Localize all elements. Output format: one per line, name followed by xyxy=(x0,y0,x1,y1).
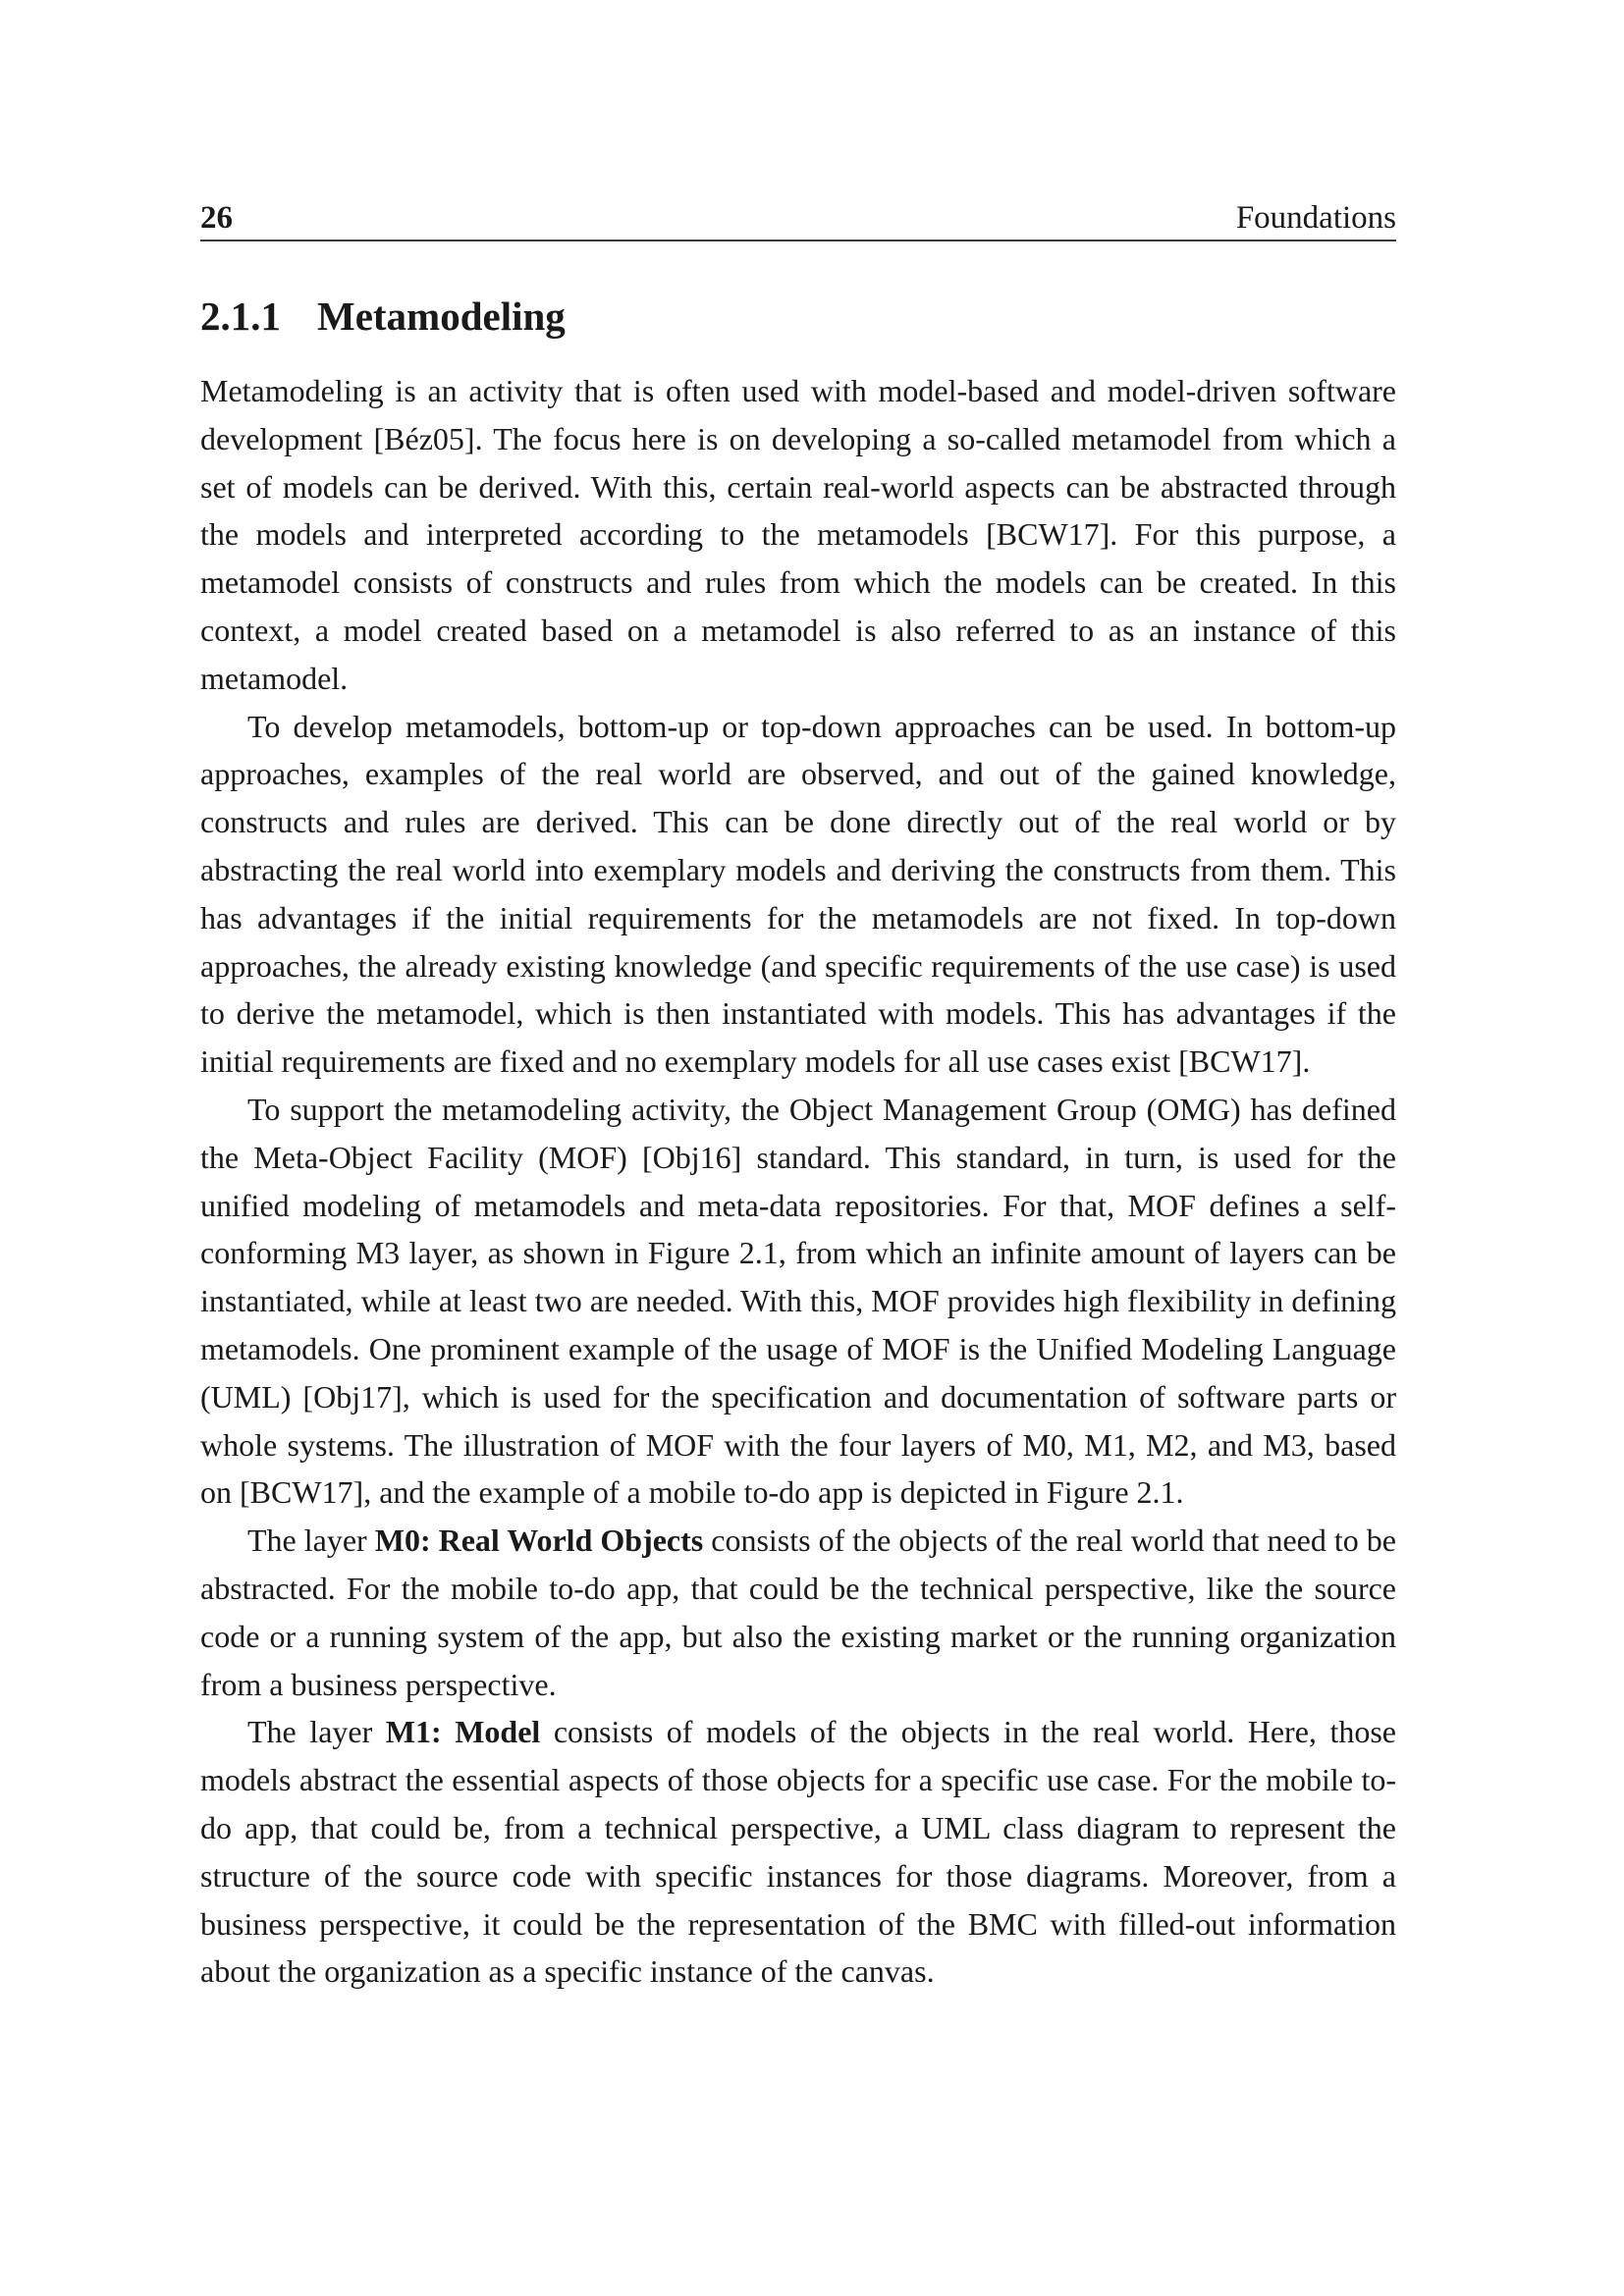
paragraph-m1-rest: consists of models of the objects in the real world. Here, those models abstract the essential aspects of those objects for a specific use case. For the mobile to-do app, that could be, from a technical perspective, a UML class diagram to represent the structure of the source code with specific instances for those diagrams. Moreover, from a business perspective, it could be the representation of the BMC with filled-out information about the organization as a specific instance of the canvas. xyxy=(200,1714,1396,1990)
paragraph-m1-layer xyxy=(200,1708,1396,1996)
running-head: Foundations xyxy=(1235,200,1396,236)
paragraph-m0-layer xyxy=(200,1517,1396,1708)
page-number: 26 xyxy=(200,200,233,236)
paragraph-metamodeling-intro: Metamodeling is an activity that is often used with model-based and model-driven software development [Béz05]. The focus here is on developing a so-called metamodel from which a set of models can be derived. With this, certain real-world aspects can be abstracted through the models and interpreted according to the metamodels [BCW17]. For this purpose, a metamodel consists of constructs and rules from which the models can be created. In this context, a model created based on a metamodel is also referred to as an instance of this metamodel. xyxy=(200,373,1396,696)
section-number: 2.1.1 xyxy=(200,294,281,339)
paragraph-m0-lead: The layer xyxy=(247,1522,375,1559)
paragraph-m1-lead: The layer xyxy=(247,1714,386,1750)
page-header xyxy=(200,196,1396,241)
term-m0-real-world-objects: M0: Real World Objects xyxy=(374,1522,704,1559)
section-heading xyxy=(200,291,566,342)
section-title: Metamodeling xyxy=(317,294,566,339)
body-text xyxy=(200,367,1396,1996)
paragraph-mof: To support the metamodeling activity, the Object Management Group (OMG) has defined the Meta-Object Facility (MOF) [Obj16] standard. This standard, in turn, is used for the unified modeling of metamodels and meta-data repositories. For that, MOF defines a self-conforming M3 layer, as shown in Figure 2.1, from which an infinite amount of layers can be instantiated, while at least two are needed. With this, MOF provides high flexibility in defining metamodels. One prominent example of the usage of MOF is the Unified Modeling Language (UML) [Obj17], which is used for the specification and documentation of software parts or whole systems. The illustration of MOF with the four layers of M0, M1, M2, and M3, based on [BCW17], and the example of a mobile to-do app is depicted in Figure 2.1. xyxy=(200,1091,1396,1511)
paragraph-approaches: To develop metamodels, bottom-up or top-down approaches can be used. In bottom-up approaches, examples of the real world are observed, and out of the gained knowledge, constructs and rules are derived. This can be done directly out of the real world or by abstracting the real world into exemplary models and deriving the constructs from them. This has advantages if the initial requirements for the metamodels are not fixed. In top-down approaches, the already existing knowledge (and specific requirements of the use case) is used to derive the metamodel, which is then instantiated with models. This has advantages if the initial requirements are fixed and no exemplary models for all use cases exist [BCW17]. xyxy=(200,708,1396,1080)
paragraph-m0-rest: consists of the objects of the real world that need to be abstracted. For the mobile to-do app, that could be the technical perspective, like the source code or a running system of the app, but also the existing market or the running organization from a business perspective. xyxy=(200,1522,1397,1702)
term-m1-model: M1: Model xyxy=(385,1714,541,1750)
